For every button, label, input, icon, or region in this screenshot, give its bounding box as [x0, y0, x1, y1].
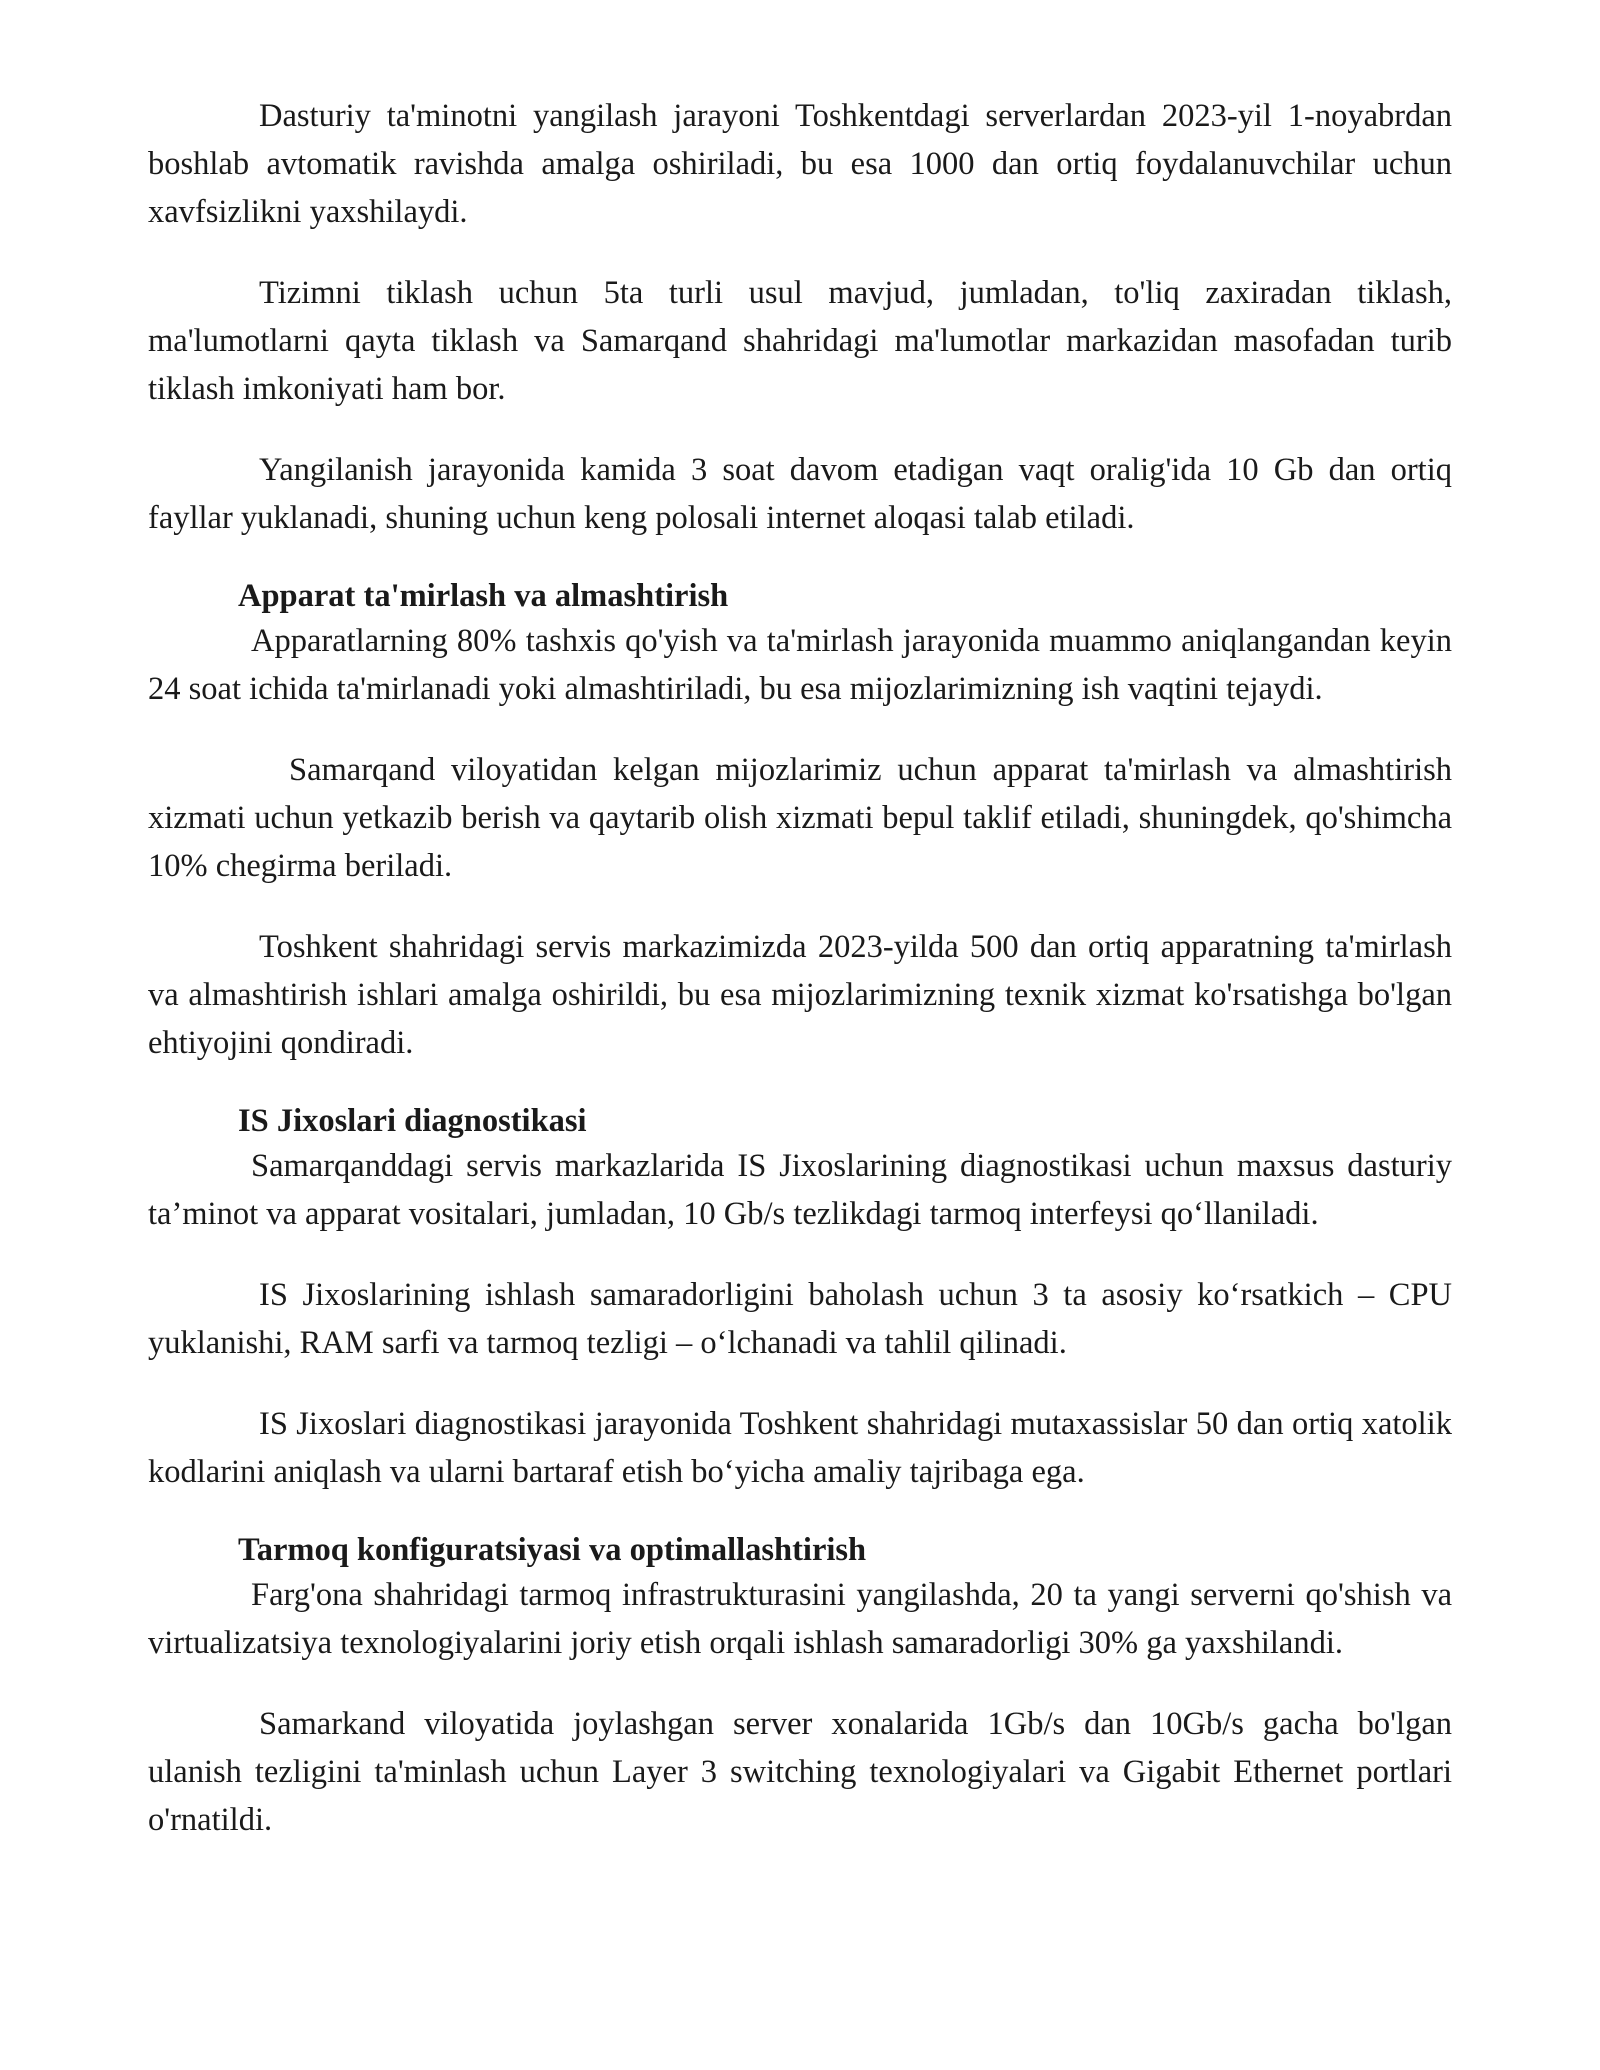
- section-heading-hardware-repair: Apparat ta'mirlash va almashtirish: [238, 578, 729, 614]
- paragraph-system-restore: Tizimni tiklash uchun 5ta turli usul mavjud, jumladan, to'liq zaxiradan tiklash, ma'lumotlarni qayta tiklash va Samarqand shahridagi ma'lumotlar markazidan masofadan turib tiklash imkoniyati ham bor.: [148, 275, 1452, 407]
- paragraph-diagnostics-3: IS Jixoslari diagnostikasi jarayonida Toshkent shahridagi mutaxassislar 50 dan ortiq xatolik kodlarini aniqlash va ularni bartaraf etish bo‘yicha amaliy tajribaga ega.: [148, 1406, 1452, 1490]
- paragraph-software-update: Dasturiy ta'minotni yangilash jarayoni Toshkentdagi serverlardan 2023-yil 1-noyabrdan boshlab avtomatik ravishda amalga oshiriladi, bu esa 1000 dan ortiq foydalanuvchilar uchun xavfsizlikni yaxshilaydi.: [148, 98, 1452, 230]
- paragraph-diagnostics-2: IS Jixoslarining ishlash samaradorligini baholash uchun 3 ta asosiy ko‘rsatkich – CPU yuklanishi, RAM sarfi va tarmoq tezligi – o‘lchanadi va tahlil qilinadi.: [148, 1277, 1452, 1361]
- paragraph-diagnostics-1: Samarqanddagi servis markazlarida IS Jixoslarining diagnostikasi uchun maxsus dasturiy ta’minot va apparat vositalari, jumladan, 10 Gb/s tezlikdagi tarmoq interfeysi qo‘llaniladi.: [148, 1148, 1452, 1232]
- document-page: [148, 92, 1452, 1877]
- section-heading-diagnostics: IS Jixoslari diagnostikasi: [238, 1103, 587, 1139]
- paragraph-hardware-repair-3: Toshkent shahridagi servis markazimizda 2023-yilda 500 dan ortiq apparatning ta'mirlash va almashtirish ishlari amalga oshirildi, bu esa mijozlarimizning texnik xizmat ko'rsatishga bo'lgan ehtiyojini qondiradi.: [148, 929, 1452, 1061]
- paragraph-hardware-repair-1: Apparatlarning 80% tashxis qo'yish va ta'mirlash jarayonida muammo aniqlangandan keyin 24 soat ichida ta'mirlanadi yoki almashtiriladi, bu esa mijozlarimizning ish vaqtini tejaydi.: [148, 623, 1452, 707]
- paragraph-hardware-repair-2: Samarqand viloyatidan kelgan mijozlarimiz uchun apparat ta'mirlash va almashtirish xizmati uchun yetkazib berish va qaytarib olish xizmati bepul taklif etiladi, shuningdek, qo'shimcha 10% chegirma beriladi.: [148, 752, 1452, 884]
- paragraph-network-config-2: Samarkand viloyatida joylashgan server xonalarida 1Gb/s dan 10Gb/s gacha bo'lgan ulanish tezligini ta'minlash uchun Layer 3 switching texnologiyalari va Gigabit Ethernet portlari o'rnatildi.: [148, 1706, 1452, 1838]
- paragraph-update-download: Yangilanish jarayonida kamida 3 soat davom etadigan vaqt oralig'ida 10 Gb dan ortiq fayllar yuklanadi, shuning uchun keng polosali internet aloqasi talab etiladi.: [148, 452, 1452, 536]
- section-heading-network-config: Tarmoq konfiguratsiyasi va optimallashtirish: [238, 1532, 867, 1568]
- paragraph-network-config-1: Farg'ona shahridagi tarmoq infrastrukturasini yangilashda, 20 ta yangi serverni qo'shish va virtualizatsiya texnologiyalarini joriy etish orqali ishlash samaradorligi 30% ga yaxshilandi.: [148, 1577, 1452, 1661]
